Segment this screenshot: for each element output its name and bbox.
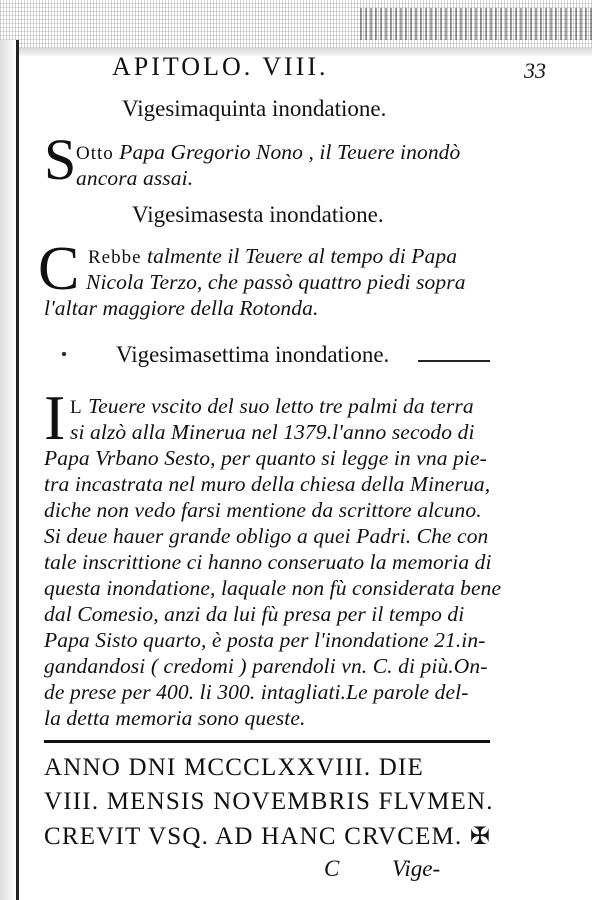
catchword: Vige- [392,856,441,881]
paragraph-line: Si deue hauer grande obligo a quei Padri. Che con [44,524,489,548]
paragraph-line: Papa Vrbano Sesto, per quanto si legge in vna pie- [44,446,487,470]
paragraph-line: gandandosi ( credomi ) parendoli vn. C. di più.On- [44,654,488,678]
page-number: 33 [524,58,546,83]
line-text: CREVIT VSQ. AD HANC CRVCEM. [44,823,463,850]
paragraph-line: tra incastrata nel muro della chiesa della Minerua, [44,472,491,496]
page-spine-line [16,40,19,900]
inscription-line: ANNO DNI MCCCLXXVIII. DIE [44,754,424,781]
first-word: Rebbe [88,247,142,268]
line-text: Teuere vscito del suo letto tre palmi da terra [82,394,474,418]
paragraph-line: tale inscrittione ci hanno conseruato la memoria di [44,550,492,574]
paragraph-line: de prese per 400. li 300. intagliati.Le parole del- [44,680,469,704]
paragraph-line: Papa Sisto quarto, è posta per l'inondatione 21.in- [44,628,486,652]
paragraph-line: l'altar maggiore della Rotonda. [44,296,319,320]
paragraph-line: diche non vedo farsi mentione da scrittore alcuno. [44,498,482,522]
section-title-26: Vigesimasesta inondatione. [132,202,384,227]
line-text: Papa Gregorio Nono , il Teuere inondò [113,140,461,164]
running-head-title: APITOLO. VIII. [112,52,329,81]
paragraph-line: ancora assai. [76,166,194,190]
dropcap-s: S [44,127,77,192]
cross-icon: ✠ [469,824,492,850]
ink-speck [62,352,66,356]
scan-noise-top [0,0,592,48]
section-title-27: Vigesimasettima inondatione. [116,342,390,367]
first-word: Otto [76,143,114,164]
paragraph-line [70,394,474,419]
title-underline-mark [418,360,490,362]
paragraph-line [76,140,460,165]
inscription-line [44,822,491,851]
paragraph-line: si alzò alla Mineruа nel 1379.l'anno secodo di [70,420,475,444]
paragraph-line: Nicola Terzo, che passò quattro piedi sopra [86,270,466,294]
section-title-25: Vigesimaquinta inondatione. [122,96,387,121]
first-word: L [70,397,83,418]
paragraph-line [88,244,457,269]
inscription-line: VIII. MENSIS NOVEMBRIS FLVMEN. [44,788,494,815]
paragraph-line: questa inondatione, laquale non fù considerata bene [44,576,502,600]
signature-mark: C [324,856,340,881]
inscription-rule [44,740,490,743]
binding-shadow [0,40,16,900]
dropcap-c: C [38,235,80,303]
paragraph-line: la detta memoria sono queste. [44,706,306,730]
line-text: talmente il Teuere al tempo di Papa [141,244,458,268]
paragraph-line: dal Comesio, anzi da lui fù presa per il tempo di [44,602,465,626]
dropcap-i: I [44,382,66,453]
